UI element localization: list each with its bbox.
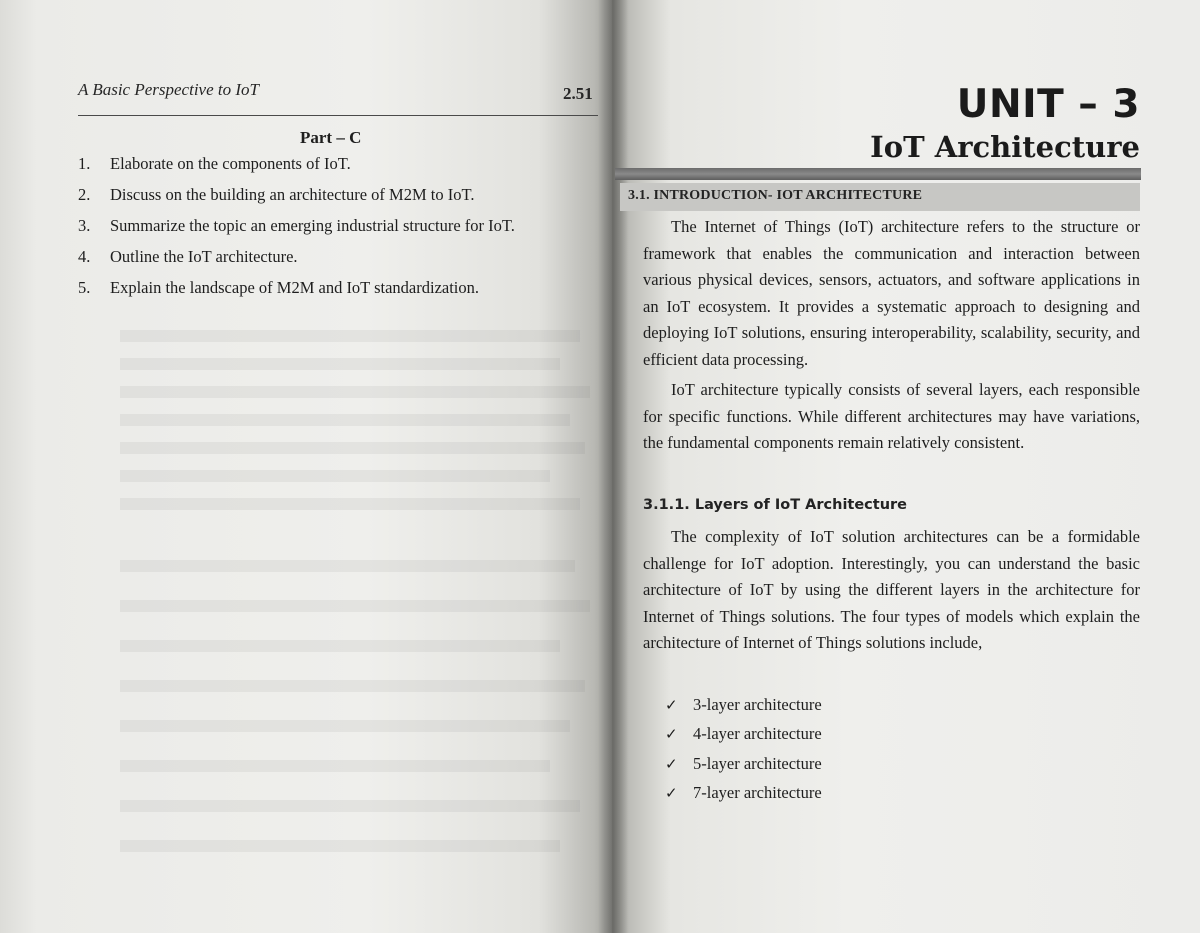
architecture-list bbox=[665, 690, 822, 808]
question-item bbox=[78, 179, 598, 210]
subsection-heading: 3.1.1. Layers of IoT Architecture bbox=[643, 497, 908, 513]
intro-paragraph: The Internet of Things (IoT) architecture refers to the structure or framework that enables the communication and interaction between various physical devices, sensors, actuators, and software applications in an IoT ecosystem. It provides a systematic approach to designing and deploying IoT solutions, ensuring interoperability, scalability, security, and efficient data processing. bbox=[643, 217, 1140, 369]
check-icon: ✓ bbox=[665, 784, 678, 803]
subsection-paragraph: The complexity of IoT solution architectures can be a formidable challenge for IoT adoption. Interestingly, you can understand the basic architecture of IoT by using the different layers in the architecture for Internet of Things solutions. The four types of models which explain the architecture of Internet of Things solutions include, bbox=[643, 527, 1140, 652]
question-text: Explain the landscape of M2M and IoT standardization. bbox=[110, 278, 480, 297]
check-icon: ✓ bbox=[665, 695, 678, 714]
architecture-item bbox=[665, 779, 822, 809]
layers-paragraph: IoT architecture typically consists of several layers, each responsible for specific functions. While different architectures may have variations, the fundamental components remain relatively consistent. bbox=[643, 380, 1140, 452]
title-divider-bar bbox=[615, 168, 1141, 180]
architecture-label: 7-layer architecture bbox=[693, 783, 822, 803]
question-text: Summarize the topic an emerging industrial structure for IoT. bbox=[110, 216, 515, 235]
book-gutter bbox=[598, 0, 628, 933]
architecture-item bbox=[665, 690, 822, 720]
question-item bbox=[78, 241, 598, 272]
question-text: Elaborate on the components of IoT. bbox=[110, 154, 351, 173]
question-number: 5. bbox=[78, 278, 91, 297]
running-head: A Basic Perspective to IoT bbox=[78, 80, 259, 99]
question-item bbox=[78, 148, 598, 179]
question-number: 1. bbox=[78, 154, 91, 173]
header-rule bbox=[78, 115, 598, 116]
check-icon: ✓ bbox=[665, 754, 678, 773]
question-item bbox=[78, 272, 598, 303]
question-list bbox=[78, 148, 598, 303]
architecture-label: 5-layer architecture bbox=[693, 753, 822, 773]
section-heading: 3.1. INTRODUCTION- IOT ARCHITECTURE bbox=[628, 188, 923, 203]
page-number: 2.51 bbox=[563, 84, 593, 103]
question-number: 2. bbox=[78, 185, 91, 204]
question-number: 3. bbox=[78, 216, 91, 235]
part-heading: Part – C bbox=[300, 128, 362, 147]
question-item bbox=[78, 210, 598, 241]
architecture-item bbox=[665, 720, 822, 750]
question-text: Outline the IoT architecture. bbox=[110, 247, 298, 266]
question-number: 4. bbox=[78, 247, 91, 266]
check-icon: ✓ bbox=[665, 725, 678, 744]
architecture-item bbox=[665, 749, 822, 779]
unit-title: UNIT – 3 bbox=[956, 82, 1140, 127]
architecture-label: 3-layer architecture bbox=[693, 694, 822, 714]
architecture-label: 4-layer architecture bbox=[693, 724, 822, 744]
question-text: Discuss on the building an architecture of M2M to IoT. bbox=[110, 185, 475, 204]
chapter-title: IoT Architecture bbox=[870, 130, 1140, 164]
